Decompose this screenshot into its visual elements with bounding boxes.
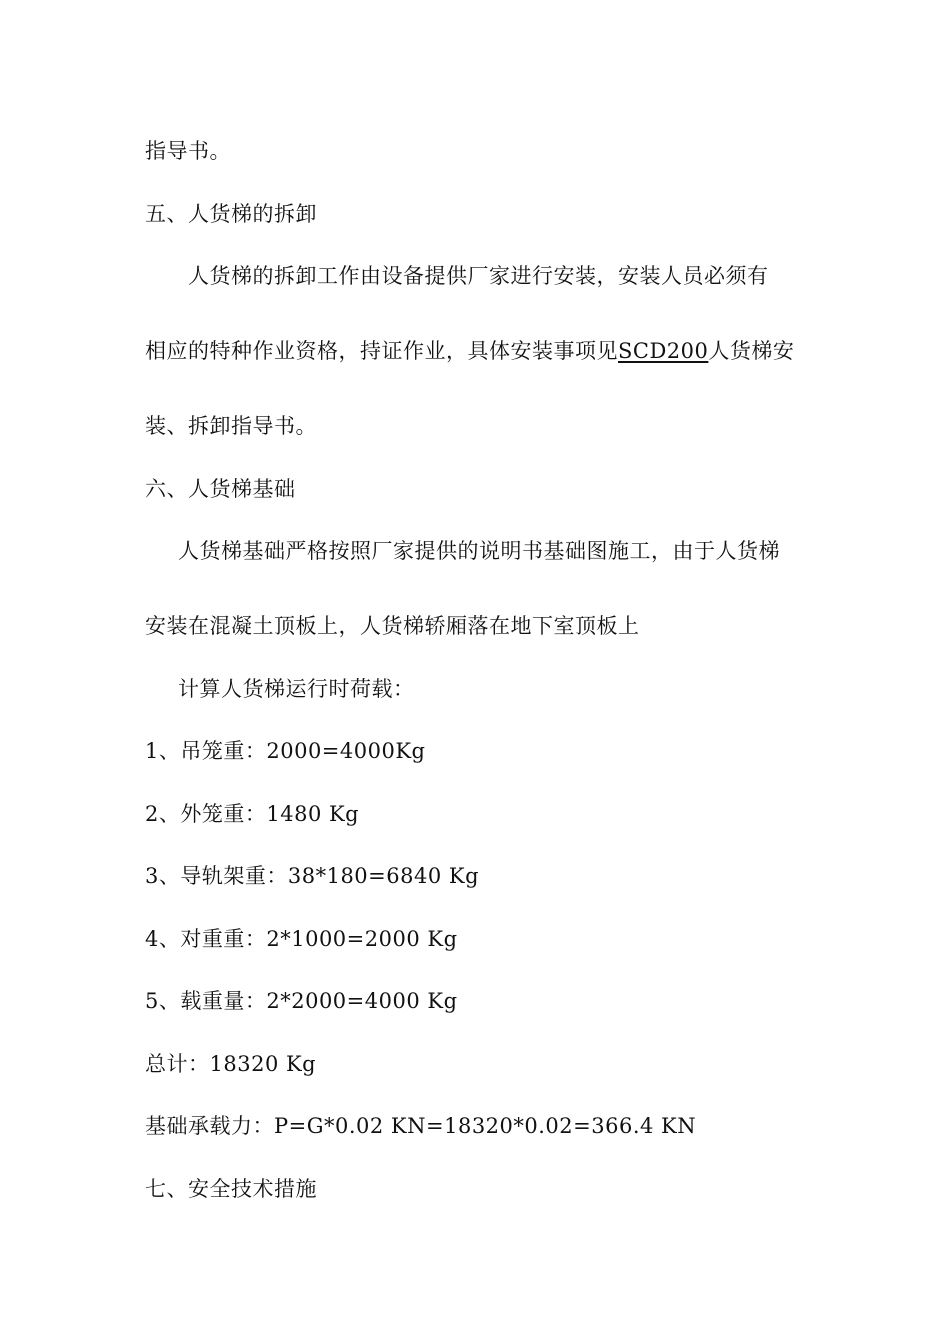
section-heading-5: 五、人货梯的拆卸 [145,202,317,226]
load-item-2: 2、外笼重：1480 Kg [145,802,360,826]
paragraph-line: 装、拆卸指导书。 [145,414,317,438]
paragraph-line: 人货梯的拆卸工作由设备提供厂家进行安装，安装人员必须有 [188,264,769,288]
paragraph-line: 安装在混凝土顶板上，人货梯轿厢落在地下室顶板上 [145,614,640,638]
section-heading-7: 七、安全技术措施 [145,1177,317,1201]
paragraph-text: 相应的特种作业资格，持证作业，具体安装事项见 [145,339,618,363]
load-item-4: 4、对重重：2*1000=2000 Kg [145,927,458,951]
model-number: SCD200 [618,339,709,363]
load-item-1: 1、吊笼重：2000=4000Kg [145,739,426,763]
text-line-instruction-end: 指导书。 [145,139,231,163]
load-item-3: 3、导轨架重：38*180=6840 Kg [145,864,480,888]
paragraph-line [145,336,794,366]
bearing-capacity: 基础承载力：P=G*0.02 KN=18320*0.02=366.4 KN [145,1114,697,1138]
paragraph-line: 人货梯基础严格按照厂家提供的说明书基础图施工，由于人货梯 [178,539,780,563]
paragraph-text: 人货梯安 [708,339,795,363]
load-item-5: 5、载重量：2*2000=4000 Kg [145,989,458,1013]
calculation-intro: 计算人货梯运行时荷载： [178,677,415,701]
section-heading-6: 六、人货梯基础 [145,477,296,501]
load-total: 总计：18320 Kg [145,1052,317,1076]
